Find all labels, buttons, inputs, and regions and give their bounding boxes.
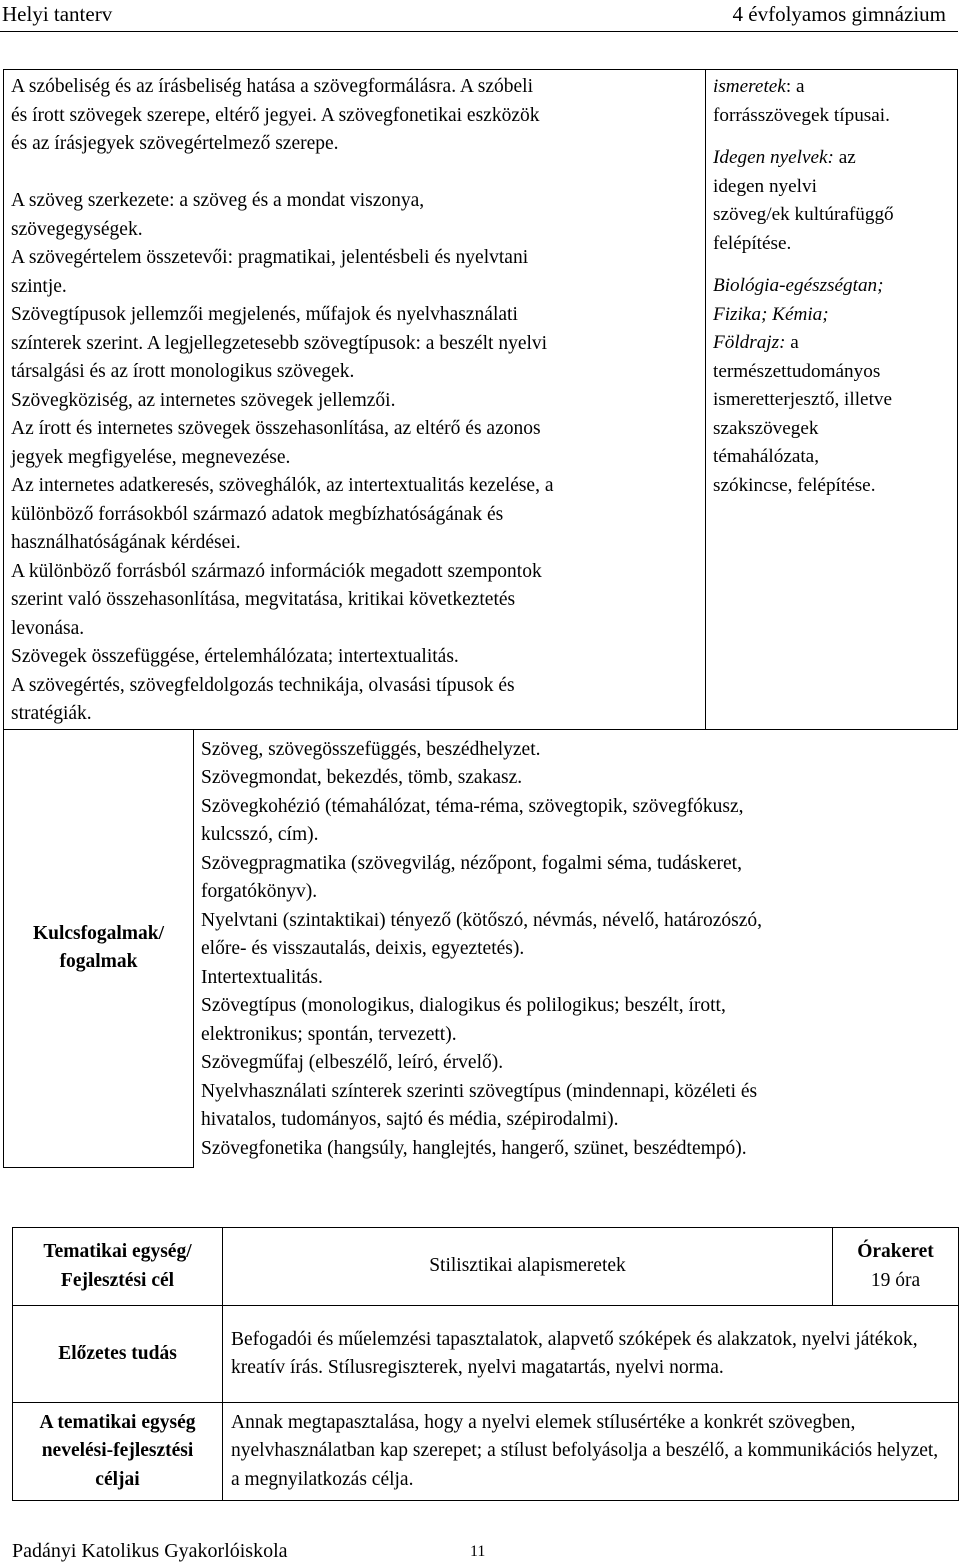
- connection-subject: Fizika; Kémia;: [713, 303, 829, 325]
- connection-text: felépítése.: [713, 232, 792, 254]
- text-line: A különböző forrásból származó információk megadott szempontok: [11, 560, 542, 582]
- connection-block: [713, 144, 953, 258]
- text-line: és írott szövegek szerepe, eltérő jegyei. A szövegfonetikai eszközök: [11, 104, 540, 126]
- header-document-title: Helyi tanterv: [2, 2, 113, 26]
- connection-text: ismeretterjesztő, illetve: [713, 389, 893, 410]
- connection-block: [713, 272, 953, 500]
- hours-value: 19 óra: [870, 1269, 921, 1291]
- text-line: szövegegységek.: [11, 218, 143, 240]
- thematic-unit-table: [12, 1227, 959, 1501]
- connection-text: szakszövegek: [713, 417, 819, 439]
- text-line: és az írásjegyek szövegértelmező szerepe.: [11, 133, 339, 154]
- unit-row: [13, 1228, 959, 1306]
- header-divider: [0, 31, 958, 32]
- text-line: forgatókönyv).: [201, 881, 318, 902]
- prior-knowledge-label: Előzetes tudás: [13, 1306, 223, 1403]
- text-line: Szövegkohézió (témahálózat, téma-réma, szövegtopik, szövegfókusz,: [201, 795, 744, 817]
- goals-text: Annak megtapasztalása, hogy a nyelvi elemek stílusértéke a konkrét szövegben, nyelvhasználatban kap szerepet; a stílust befolyásolja a beszélő, a kommunikációs helyzet, a megnyilatkozás célja.: [223, 1403, 959, 1501]
- connections-cell: [706, 70, 958, 730]
- text-line: előre- és visszautalás, deixis, egyeztetés).: [201, 938, 525, 959]
- connection-text: szöveg/ek kultúrafüggő: [713, 204, 894, 225]
- hours-cell: [833, 1228, 959, 1306]
- text-line: A szövegértés, szövegfeldolgozás technikája, olvasási típusok és: [11, 674, 515, 696]
- connection-subject: Biológia-egészségtan;: [713, 275, 884, 296]
- text-line: Szövegműfaj (elbeszélő, leíró, érvelő).: [201, 1052, 504, 1073]
- connection-text: a: [785, 332, 799, 353]
- footer-school-name: Padányi Katolikus Gyakorlóiskola: [12, 1540, 288, 1562]
- text-line: jegyek megfigyelése, megnevezése.: [11, 446, 291, 468]
- text-line: A szövegértelem összetevői: pragmatikai, jelentésbeli és nyelvtani: [11, 247, 529, 268]
- text-line: hivatalos, tudományos, sajtó és média, szépirodalmi).: [201, 1109, 619, 1130]
- text-line: Szövegek összefüggése, értelemhálózata; intertextualitás.: [11, 646, 459, 667]
- connection-subject: Földrajz:: [713, 332, 786, 353]
- connection-text: forrásszövegek típusai.: [713, 104, 890, 126]
- connection-text: az: [833, 147, 856, 168]
- text-line: Nyelvhasználati színterek szerinti szövegtípus (mindennapi, közéleti és: [201, 1080, 758, 1102]
- text-line: stratégiák.: [11, 703, 92, 724]
- content-table: [3, 69, 958, 1168]
- text-line: A szóbeliség és az írásbeliség hatása a szövegformálásra. A szóbeli: [11, 76, 533, 97]
- text-line: A szöveg szerkezete: a szöveg és a mondat viszonya,: [11, 190, 425, 211]
- text-line: elektronikus; spontán, tervezett).: [201, 1023, 457, 1045]
- text-line: Szövegtípusok jellemzői megjelenés, műfajok és nyelvhasználati: [11, 304, 518, 325]
- text-line: társalgási és az írott monologikus szövegek.: [11, 361, 355, 382]
- text-line: szerint való összehasonlítása, megvitatása, kritikai következtetés: [11, 589, 516, 610]
- text-line: szintje.: [11, 275, 67, 297]
- content-text: [11, 73, 697, 729]
- connection-text: idegen nyelvi: [713, 175, 817, 197]
- text-line: Szövegtípus (monologikus, dialogikus és polilogikus; beszélt, írott,: [201, 995, 726, 1016]
- page-number: 11: [470, 1543, 486, 1560]
- goals-row: [13, 1403, 959, 1501]
- connection-block: [713, 73, 953, 130]
- keywords-label: Kulcsfogalmak/ fogalmak: [4, 729, 194, 1167]
- keywords-text: [201, 736, 952, 1164]
- content-row: [4, 70, 958, 730]
- connection-text: : a: [785, 76, 805, 97]
- connection-subject: ismeretek: [713, 76, 786, 97]
- hours-label: Órakeret: [857, 1241, 934, 1262]
- connection-text: témahálózata,: [713, 446, 819, 467]
- text-line: használhatóságának kérdései.: [11, 532, 241, 553]
- text-line: Szövegköziség, az internetes szövegek jellemzői.: [11, 389, 396, 411]
- text-line: színterek szerint. A legjellegzetesebb szövegtípusok: a beszélt nyelvi: [11, 332, 548, 354]
- text-line: különböző forrásokból származó adatok megbízhatóságának és: [11, 503, 504, 525]
- text-line: Szövegpragmatika (szövegvilág, nézőpont, fogalmi séma, tudáskeret,: [201, 852, 742, 874]
- prior-knowledge-text: Befogadói és műelemzési tapasztalatok, alapvető szóképek és alakzatok, nyelvi játékok, kreatív írás. Stílusregiszterek, nyelvi magatartás, nyelvi norma.: [223, 1306, 959, 1403]
- text-line: Nyelvtani (szintaktikai) tényező (kötőszó, névmás, névelő, határozószó,: [201, 909, 762, 931]
- connection-subject: Idegen nyelvek:: [713, 147, 834, 168]
- connection-text: természettudományos: [713, 360, 881, 382]
- text-line: levonása.: [11, 617, 85, 639]
- unit-title: Stilisztikai alapismeretek: [223, 1228, 833, 1306]
- header-school-type: 4 évfolyamos gimnázium: [732, 2, 946, 26]
- keywords-row: [4, 729, 958, 1167]
- text-line: Szöveg, szövegösszefüggés, beszédhelyzet.: [201, 738, 541, 760]
- keywords-cell: [194, 729, 958, 1167]
- text-line: Az internetes adatkeresés, szöveghálók, az intertextualitás kezelése, a: [11, 475, 554, 496]
- unit-label: Tematikai egység/ Fejlesztési cél: [13, 1228, 223, 1306]
- text-line: kulcsszó, cím).: [201, 824, 319, 845]
- text-line: Intertextualitás.: [201, 966, 323, 988]
- text-line: [11, 159, 697, 188]
- connection-text: szókincse, felépítése.: [713, 474, 876, 496]
- text-line: Szövegfonetika (hangsúly, hanglejtés, hangerő, szünet, beszédtempó).: [201, 1137, 747, 1159]
- content-cell: [4, 70, 706, 730]
- prior-knowledge-row: [13, 1306, 959, 1403]
- text-line: Az írott és internetes szövegek összehasonlítása, az eltérő és azonos: [11, 418, 541, 439]
- goals-label: A tematikai egység nevelési-fejlesztési céljai: [13, 1403, 223, 1501]
- text-line: Szövegmondat, bekezdés, tömb, szakasz.: [201, 767, 523, 788]
